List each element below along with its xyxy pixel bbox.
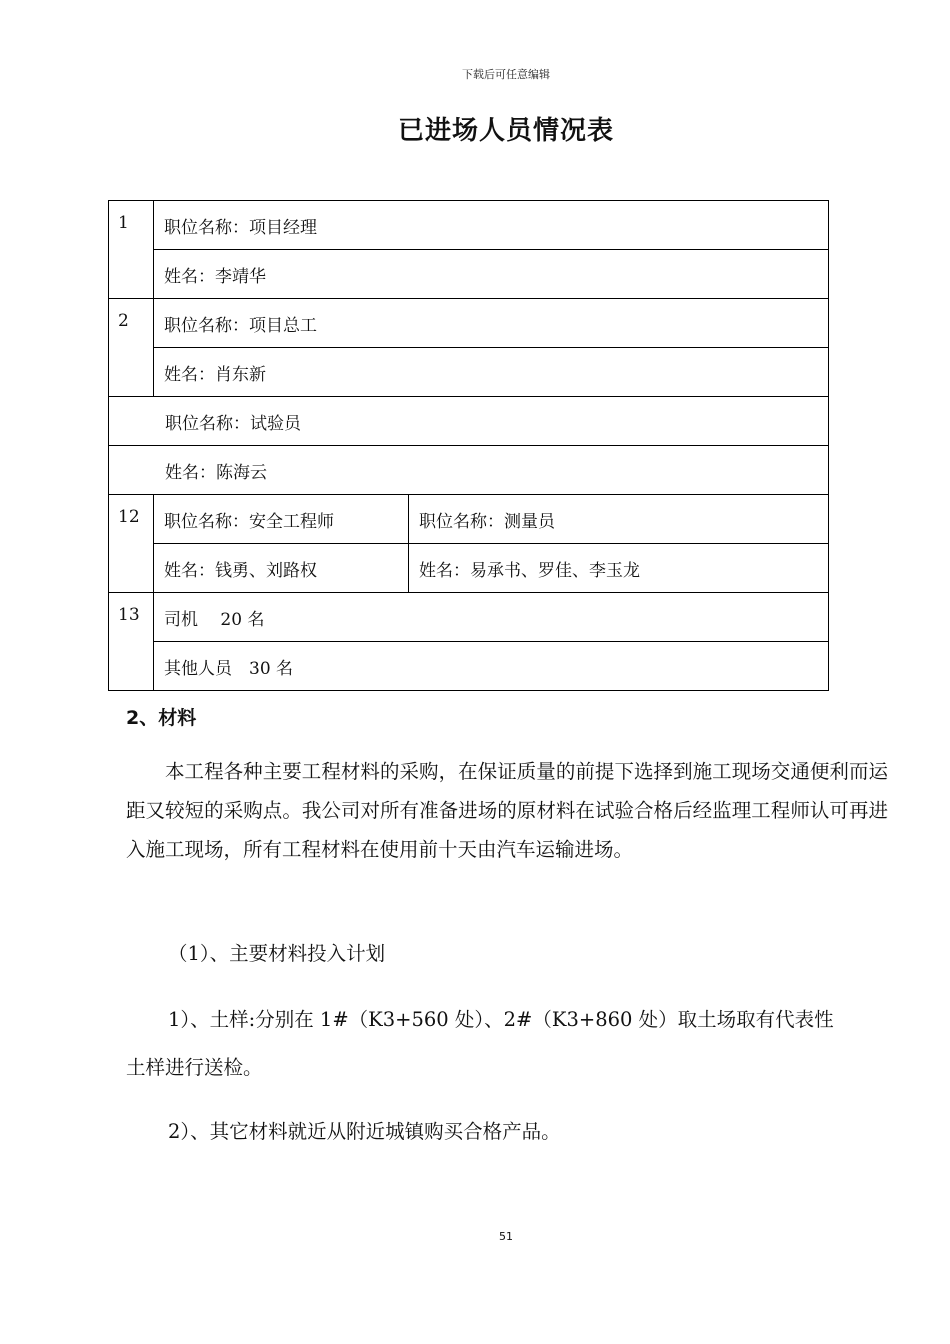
table-row xyxy=(109,397,829,446)
table-row xyxy=(109,348,829,397)
position-cell: 职位名称：项目经理 xyxy=(154,201,829,250)
position-cell: 职位名称：试验员 xyxy=(109,397,829,446)
table-row xyxy=(109,446,829,495)
item-one-line1: 1）、土样:分别在 1#（K3+560 处）、2#（K3+860 处）取土场取有代表性 xyxy=(168,1008,834,1031)
name-cell: 姓名：钱勇、刘路权 xyxy=(154,544,409,593)
section-heading: 2、材料 xyxy=(126,707,197,729)
position-cell: 职位名称：测量员 xyxy=(409,495,829,544)
name-cell: 姓名：李靖华 xyxy=(154,250,829,299)
item-one-line2: 土样进行送检。 xyxy=(126,1056,263,1079)
header-note: 下载后可任意编辑 xyxy=(462,68,550,81)
staff-table xyxy=(108,200,829,691)
name-cell: 姓名：易承书、罗佳、李玉龙 xyxy=(409,544,829,593)
row-number: 1 xyxy=(109,201,154,299)
table-row xyxy=(109,201,829,250)
position-cell: 职位名称：安全工程师 xyxy=(154,495,409,544)
item-two: 2）、其它材料就近从附近城镇购买合格产品。 xyxy=(168,1120,561,1143)
plan-heading: （1）、主要材料投入计划 xyxy=(168,942,386,965)
name-cell: 姓名：肖东新 xyxy=(154,348,829,397)
row-number: 13 xyxy=(109,593,154,691)
body-paragraph: 本工程各种主要工程材料的采购，在保证质量的前提下选择到施工现场交通便利而运距又较短的采购点。我公司对所有准备进场的原材料在试验合格后经监理工程师认可再进入施工现场，所有工程材料在使用前十天由汽车运输进场。 xyxy=(126,760,888,861)
drivers-cell: 司机 20 名 xyxy=(154,593,829,642)
page-title: 已进场人员情况表 xyxy=(397,116,614,146)
page-number: 51 xyxy=(499,1230,513,1243)
row-number: 12 xyxy=(109,495,154,593)
row-number: 2 xyxy=(109,299,154,397)
table-row xyxy=(109,299,829,348)
table-row xyxy=(109,642,829,691)
table-row xyxy=(109,593,829,642)
position-cell: 职位名称：项目总工 xyxy=(154,299,829,348)
name-cell: 姓名：陈海云 xyxy=(109,446,829,495)
table-row xyxy=(109,250,829,299)
table-row xyxy=(109,495,829,544)
table-row xyxy=(109,544,829,593)
others-cell: 其他人员 30 名 xyxy=(154,642,829,691)
